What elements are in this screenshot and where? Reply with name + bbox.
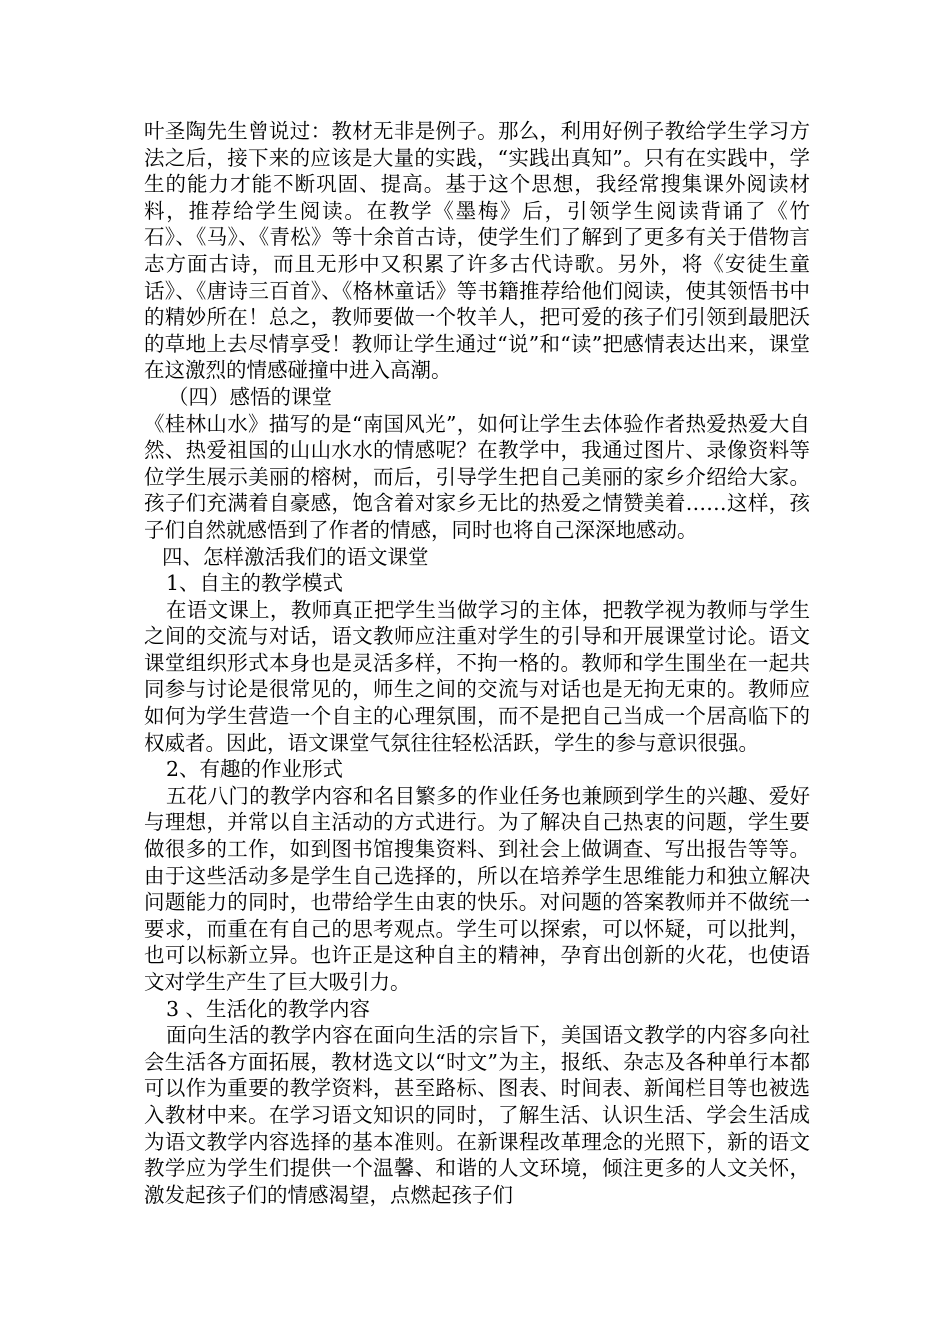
paragraph-autonomous-teaching: 在语文课上，教师真正把学生当做学习的主体，把教学视为教师与学生之间的交流与对话，语文教师应注重对学生的引导和开展课堂讨论。语文课堂组织形式本身也是灵活多样，不拘一格的。教师和学生围坐在一起共同参与讨论是很常见的，师生之间的交流与对话也是无拘无束的。教师应如何为学生营造一个自主的心理氛围，而不是把自己当成一个居高临下的权威者。因此，语文课堂气氛往往轻松活跃，学生的参与意识很强。 [144,597,810,755]
document-body [144,118,810,1208]
paragraph-life-content: 面向生活的教学内容在面向生活的宗旨下，美国语文教学的内容多向社会生活各方面拓展，教材选文以“时文”为主，报纸、杂志及各种单行本都可以作为重要的教学资料，甚至路标、图表、时间表、新闻栏目等也被选入教材中来。在学习语文知识的同时，了解生活、认识生活、学会生活成为语文教学内容选择的基本准则。在新课程改革理念的光照下，新的语文教学应为学生们提供一个温馨、和谐的人文环境，倾注更多的人文关怀，激发起孩子们的情感渴望，点燃起孩子们 [144,1023,810,1207]
heading-activate-classroom: 四、怎样激活我们的语文课堂 [162,544,429,569]
heading-perception-classroom: （四）感悟的课堂 [168,384,332,409]
paragraph-practice: 叶圣陶先生曾说过：教材无非是例子。那么，利用好例子教给学生学习方法之后，接下来的应该是大量的实践，“实践出真知”。只有在实践中，学生的能力才能不断巩固、提高。基于这个思想，我经常搜集课外阅读材料，推荐给学生阅读。在教学《墨梅》后，引领学生阅读背诵了《竹石》、《马》、《青松》等十余首古诗，使学生们了解到了更多有关于借物言志方面古诗，而且无形中又积累了许多古代诗歌。另外，将《安徒生童话》、《唐诗三百首》、《格林童话》等书籍推荐给他们阅读，使其领悟书中的精妙所在！总之，教师要做一个牧羊人，把可爱的孩子们引领到最肥沃的草地上去尽情享受！教师让学生通过“说”和“读”把感情表达出来，课堂在这激烈的情感碰撞中进入高潮。 [144,119,810,383]
paragraph-guilin-landscape: 《桂林山水》描写的是“南国风光”，如何让学生去体验作者热爱热爱大自然、热爱祖国的山山水水的情感呢？在教学中，我通过图片、录像资料等位学生展示美丽的榕树，而后，引导学生把自己美丽的家乡介绍给大家。孩子们充满着自豪感，饱含着对家乡无比的热爱之情赞美着……这样，孩子们自然就感悟到了作者的情感，同时也将自己深深地感动。 [144,411,810,542]
subheading-life-content: 3 、生活化的教学内容 [166,996,371,1021]
paragraph-homework-forms: 五花八门的教学内容和名目繁多的作业任务也兼顾到学生的兴趣、爱好与理想，并常以自主活动的方式进行。为了解决自己热衷的问题，学生要做很多的工作，如到图书馆搜集资料、到社会上做调查、写出报告等等。由于这些活动多是学生自己选择的，所以在培养学生思维能力和独立解决问题能力的同时，也带给学生由衷的快乐。对问题的答案教师并不做统一要求，而重在有自己的思考观点。学生可以探索，可以怀疑，可以批判，也可以标新立异。也许正是这种自主的精神，孕育出创新的火花，也使语文对学生产生了巨大吸引力。 [144,783,810,994]
subheading-autonomous-teaching: 1、自主的教学模式 [166,571,344,596]
subheading-homework-forms: 2、有趣的作业形式 [166,757,344,782]
